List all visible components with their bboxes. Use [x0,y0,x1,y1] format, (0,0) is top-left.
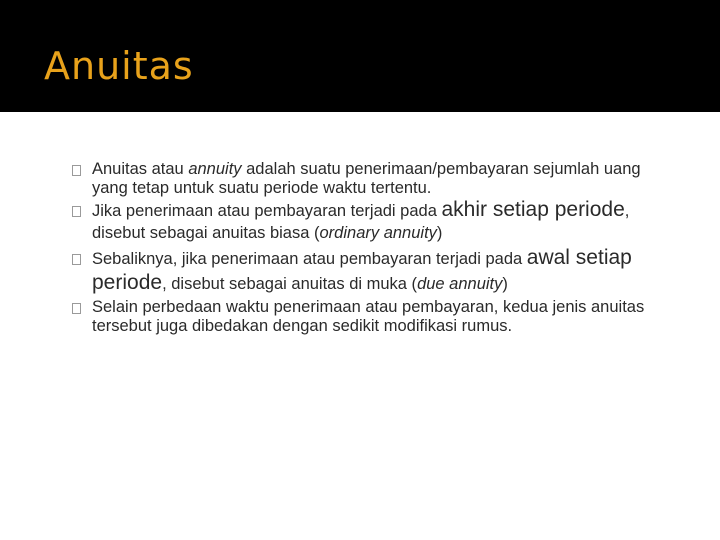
title-bar [0,0,720,112]
bullet-text: Selain perbedaan waktu penerimaan atau pembayaran, kedua jenis anuitas tersebut juga dibedakan dengan sedikit modifikasi rumus. [92,298,645,335]
bullet-text: ) [436,224,443,242]
square-bullet-icon [72,254,81,265]
square-bullet-icon [72,303,81,314]
bullet-item [72,160,662,198]
bullet-text-emphasis: akhir setiap periode [441,198,625,221]
bullet-text: Sebaliknya, jika penerimaan atau pembayaran terjadi pada [92,250,527,268]
square-bullet-icon [72,165,81,176]
bullet-text: ) [502,275,508,293]
square-bullet-icon [72,206,81,217]
bullet-text: , disebut sebagai anuitas biasa ( [92,202,630,242]
slide-title: Anuitas [44,44,194,88]
bullet-text: adalah suatu penerimaan/pembayaran sejumlah uang yang tetap untuk suatu periode waktu tertentu. [92,160,641,197]
bullet-item [72,298,662,336]
slide-content [72,160,662,336]
bullet-text: , disebut sebagai anuitas di muka ( [162,275,418,293]
bullet-text-italic: annuity [188,160,242,178]
bullet-item [72,246,662,296]
bullet-text-italic: due annuity [417,275,503,293]
bullet-text: Anuitas atau [92,160,189,178]
bullet-text: Jika penerimaan atau pembayaran terjadi pada [92,202,442,220]
bullet-text-italic: ordinary annuity [319,224,437,242]
bullet-item [72,199,662,244]
bullet-text-emphasis: awal setiap periode [92,246,632,294]
